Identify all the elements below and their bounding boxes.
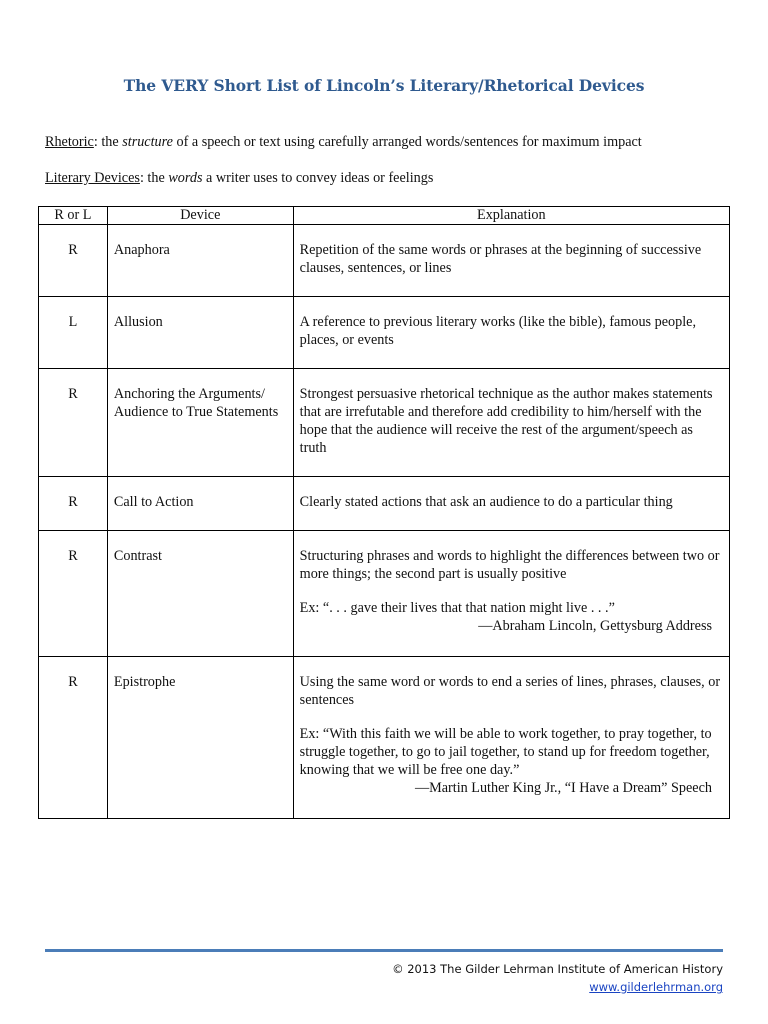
device-cell: Call to Action	[107, 477, 293, 531]
page-title: The VERY Short List of Lincoln’s Literary/Rhetorical Devices	[123, 76, 645, 95]
table-row	[39, 369, 730, 477]
table-row	[39, 297, 730, 369]
type-cell: R	[39, 369, 108, 477]
devices-table	[38, 206, 730, 819]
explanation-cell: Clearly stated actions that ask an audience to do a particular thing	[293, 477, 729, 531]
device-cell: Contrast	[107, 531, 293, 657]
explanation-cell: Repetition of the same words or phrases at the beginning of successive clauses, sentences, or lines	[293, 225, 729, 297]
type-cell: R	[39, 657, 108, 819]
literary-def-text: a writer uses to convey ideas or feelings	[202, 170, 434, 186]
table-row	[39, 531, 730, 657]
copyright-notice: © 2013 The Gilder Lehrman Institute of American History	[392, 962, 723, 976]
column-header-device: Device	[107, 207, 293, 225]
table-row	[39, 477, 730, 531]
type-cell: R	[39, 225, 108, 297]
example-quote: Ex: “With this faith we will be able to work together, to pray together, to struggle together, to go to jail together, to stand up for freedom together, knowing that we will be free one day.”	[299, 726, 712, 778]
literary-def-emphasis: words	[168, 170, 203, 186]
literary-def-pre: : the	[139, 170, 169, 186]
literary-devices-definition	[45, 170, 433, 187]
device-cell: Allusion	[107, 297, 293, 369]
column-header-r-or-l: R or L	[39, 207, 108, 225]
rhetoric-term: Rhetoric	[45, 134, 94, 150]
explanation-text: Using the same word or words to end a series of lines, phrases, clauses, or sentences	[299, 674, 721, 708]
type-cell: R	[39, 531, 108, 657]
table-row	[39, 225, 730, 297]
rhetoric-def-pre: : the	[93, 134, 123, 150]
quote-attribution: —Abraham Lincoln, Gettysburg Address	[478, 618, 712, 634]
table-row	[39, 657, 730, 819]
table-header-row	[39, 207, 730, 225]
device-cell: Epistrophe	[107, 657, 293, 819]
explanation-cell: A reference to previous literary works (like the bible), famous people, places, or events	[293, 297, 729, 369]
quote-attribution: —Martin Luther King Jr., “I Have a Dream” Speech	[414, 780, 712, 796]
column-header-explanation: Explanation	[293, 207, 729, 225]
explanation-cell	[293, 657, 729, 819]
type-cell: R	[39, 477, 108, 531]
explanation-cell: Strongest persuasive rhetorical technique as the author makes statements that are irrefutable and therefore add credibility to him/herself with the hope that the audience will receive the rest of the argument/speech as truth	[293, 369, 729, 477]
website-link[interactable]: www.gilderlehrman.org	[589, 980, 723, 994]
rhetoric-definition	[45, 134, 642, 151]
device-cell: Anchoring the Arguments/ Audience to True Statements	[107, 369, 293, 477]
example-quote: Ex: “. . . gave their lives that that nation might live . . .”	[299, 600, 615, 616]
explanation-cell	[293, 531, 729, 657]
literary-devices-term: Literary Devices	[45, 170, 140, 186]
rhetoric-def-text: of a speech or text using carefully arranged words/sentences for maximum impact	[172, 134, 642, 150]
explanation-text: Structuring phrases and words to highlight the differences between two or more things; the second part is usually positive	[299, 548, 720, 582]
footer-divider	[45, 949, 723, 952]
type-cell: L	[39, 297, 108, 369]
rhetoric-def-emphasis: structure	[122, 134, 173, 150]
device-cell: Anaphora	[107, 225, 293, 297]
